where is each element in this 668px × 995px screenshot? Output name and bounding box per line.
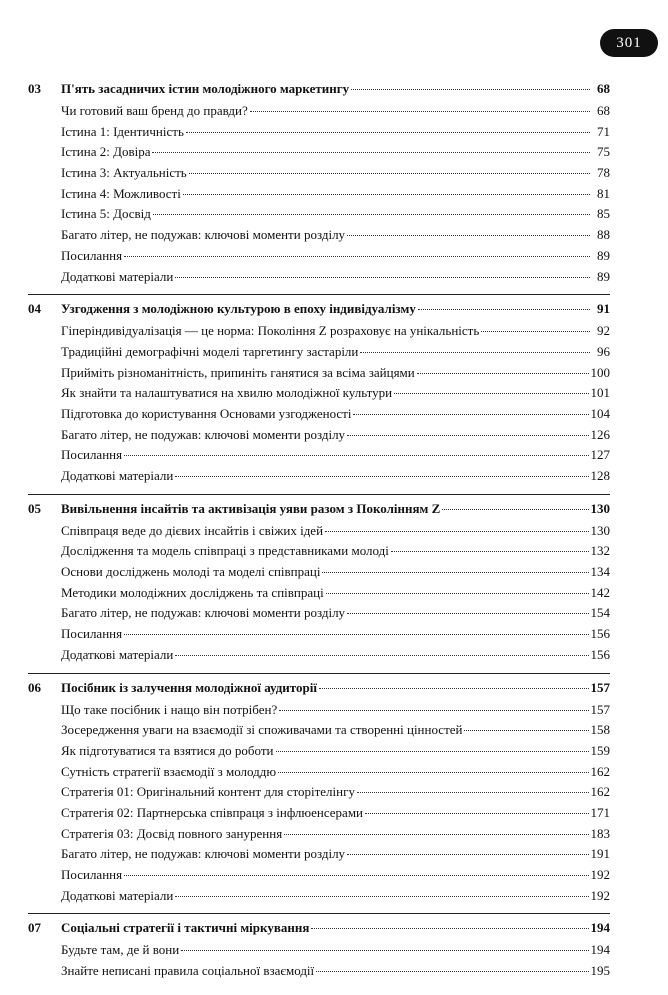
entry-title: Багато літер, не подужав: ключові моменти розділу bbox=[61, 227, 346, 243]
toc-entry[interactable] bbox=[28, 206, 610, 227]
entry-title: Сутність стратегії взаємодії з молоддю bbox=[61, 763, 277, 779]
dot-leader bbox=[278, 772, 588, 773]
dot-leader bbox=[418, 309, 590, 310]
toc-entry[interactable] bbox=[28, 523, 610, 544]
toc-entry[interactable] bbox=[28, 647, 610, 668]
chapter-page: 194 bbox=[590, 920, 610, 936]
dot-leader bbox=[365, 813, 588, 814]
dot-leader bbox=[189, 173, 590, 174]
entry-title: Традиційні демографічні моделі таргетингу застаріли bbox=[61, 343, 359, 359]
dot-leader bbox=[417, 373, 589, 374]
toc-entry[interactable] bbox=[28, 867, 610, 888]
entry-page: 158 bbox=[590, 722, 610, 738]
chapter-number: 07 bbox=[28, 920, 41, 936]
dot-leader bbox=[124, 875, 588, 876]
toc-entry[interactable] bbox=[28, 942, 610, 963]
entry-title: Як знайти та налаштуватися на хвилю молодіжної культури bbox=[61, 385, 393, 401]
toc-entry[interactable] bbox=[28, 543, 610, 564]
entry-page: 162 bbox=[590, 784, 610, 800]
dot-leader bbox=[347, 613, 588, 614]
entry-page: 81 bbox=[597, 185, 610, 201]
toc-entry[interactable] bbox=[28, 764, 610, 785]
entry-title: Багато літер, не подужав: ключові моменти розділу bbox=[61, 605, 346, 621]
entry-title: Прийміть різноманітність, припиніть ганятися за всіма зайцями bbox=[61, 364, 415, 380]
entry-page: 134 bbox=[590, 564, 610, 580]
entry-page: 171 bbox=[590, 804, 610, 820]
toc-entry[interactable] bbox=[28, 427, 610, 448]
toc-entry[interactable] bbox=[28, 702, 610, 723]
chapter-section bbox=[28, 81, 610, 295]
toc-entry[interactable] bbox=[28, 784, 610, 805]
chapter-number: 04 bbox=[28, 301, 41, 317]
chapter-section bbox=[28, 920, 610, 988]
dot-leader bbox=[311, 928, 588, 929]
entry-page: 126 bbox=[590, 426, 610, 442]
toc-entry[interactable] bbox=[28, 826, 610, 847]
chapter-title: Узгодження з молодіжною культурою в епоху індивідуалізму bbox=[61, 301, 416, 317]
entry-page: 162 bbox=[590, 763, 610, 779]
toc-entry[interactable] bbox=[28, 585, 610, 606]
entry-page: 89 bbox=[597, 247, 610, 263]
entry-title: Стратегія 01: Оригінальний контент для сторітелінгу bbox=[61, 784, 355, 800]
toc-entry[interactable] bbox=[28, 227, 610, 248]
entry-title: Гіперіндивідуалізація — це норма: Покоління Z розраховує на унікальність bbox=[61, 323, 480, 339]
dot-leader bbox=[464, 730, 588, 731]
dot-leader bbox=[124, 256, 590, 257]
entry-title: Багато літер, не подужав: ключові моменти розділу bbox=[61, 426, 346, 442]
dot-leader bbox=[175, 655, 588, 656]
entry-title: Додаткові матеріали bbox=[61, 268, 174, 284]
chapter-page: 68 bbox=[597, 81, 610, 96]
entry-title: Будьте там, де й вони bbox=[61, 942, 180, 958]
entry-page: 159 bbox=[590, 742, 610, 758]
toc-entry[interactable] bbox=[28, 846, 610, 867]
entry-title: Знайте неписані правила соціальної взаємодії bbox=[61, 963, 315, 979]
entry-title: Стратегія 02: Партнерська співпраця з інфлюенсерами bbox=[61, 804, 364, 820]
chapter-title: Вивільнення інсайтів та активізація уяви разом з Поколінням Z bbox=[61, 500, 441, 516]
entry-page: 101 bbox=[590, 385, 610, 401]
dot-leader bbox=[322, 572, 588, 573]
toc-entry[interactable] bbox=[28, 385, 610, 406]
toc-entry[interactable] bbox=[28, 963, 610, 984]
entry-page: 71 bbox=[597, 123, 610, 139]
dot-leader bbox=[353, 414, 588, 415]
page-number-badge: 301 bbox=[600, 29, 658, 57]
entry-page: 104 bbox=[590, 405, 610, 421]
dot-leader bbox=[347, 435, 588, 436]
entry-title: Як підготуватися та взятися до роботи bbox=[61, 742, 274, 758]
chapter-number: 06 bbox=[28, 679, 41, 695]
entry-title: Стратегія 03: Досвід повного занурення bbox=[61, 825, 283, 841]
chapter-number: 05 bbox=[28, 500, 41, 516]
toc-entry[interactable] bbox=[28, 344, 610, 365]
entry-page: 142 bbox=[590, 584, 610, 600]
entry-page: 96 bbox=[597, 343, 610, 359]
entry-title: Посилання bbox=[61, 247, 123, 263]
toc-entry[interactable] bbox=[28, 186, 610, 207]
toc-entry[interactable] bbox=[28, 144, 610, 165]
entry-title: Багато літер, не подужав: ключові моменти розділу bbox=[61, 846, 346, 862]
entry-title: Посилання bbox=[61, 626, 123, 642]
dot-leader bbox=[124, 634, 588, 635]
entry-page: 154 bbox=[590, 605, 610, 621]
dot-leader bbox=[442, 509, 588, 510]
chapter-heading[interactable] bbox=[28, 301, 610, 323]
toc-entry[interactable] bbox=[28, 248, 610, 269]
dot-leader bbox=[319, 688, 589, 689]
dot-leader bbox=[152, 152, 590, 153]
toc-entry[interactable] bbox=[28, 323, 610, 344]
entry-page: 127 bbox=[590, 447, 610, 463]
entry-title: Істина 1: Ідентичність bbox=[61, 123, 184, 139]
entry-page: 92 bbox=[597, 323, 610, 339]
entry-title: Додаткові матеріали bbox=[61, 887, 174, 903]
dot-leader bbox=[153, 214, 590, 215]
dot-leader bbox=[325, 531, 588, 532]
toc-entry[interactable] bbox=[28, 605, 610, 626]
entry-page: 191 bbox=[590, 846, 610, 862]
toc-entry[interactable] bbox=[28, 269, 610, 290]
entry-page: 156 bbox=[590, 646, 610, 662]
chapter-title: П'ять засадничих істин молодіжного маркетингу bbox=[61, 81, 350, 96]
dot-leader bbox=[391, 551, 589, 552]
toc-entry[interactable] bbox=[28, 406, 610, 427]
entry-title: Істина 5: Досвід bbox=[61, 206, 151, 222]
chapter-number: 03 bbox=[28, 81, 41, 96]
entry-title: Зосередження уваги на взаємодії зі споживачами та створенні цінностей bbox=[61, 722, 463, 738]
chapter-heading[interactable] bbox=[28, 680, 610, 702]
entry-title: Посилання bbox=[61, 447, 123, 463]
entry-title: Підготовка до користування Основами узгодженості bbox=[61, 405, 352, 421]
table-of-contents bbox=[28, 81, 610, 995]
chapter-title: Посібник із залучення молодіжної аудиторії bbox=[61, 679, 317, 695]
entry-page: 156 bbox=[590, 626, 610, 642]
dot-leader bbox=[181, 950, 588, 951]
chapter-page: 130 bbox=[590, 500, 610, 516]
dot-leader bbox=[175, 476, 588, 477]
entry-page: 195 bbox=[590, 963, 610, 979]
dot-leader bbox=[279, 710, 588, 711]
dot-leader bbox=[183, 194, 590, 195]
entry-page: 132 bbox=[590, 543, 610, 559]
toc-entry[interactable] bbox=[28, 722, 610, 743]
entry-page: 157 bbox=[590, 701, 610, 717]
toc-entry[interactable] bbox=[28, 564, 610, 585]
entry-page: 89 bbox=[597, 268, 610, 284]
entry-title: Основи досліджень молоді та моделі співпраці bbox=[61, 564, 321, 580]
entry-title: Істина 3: Актуальність bbox=[61, 165, 187, 181]
chapter-section bbox=[28, 301, 610, 495]
toc-entry[interactable] bbox=[28, 447, 610, 468]
dot-leader bbox=[175, 277, 590, 278]
entry-page: 85 bbox=[597, 206, 610, 222]
dot-leader bbox=[351, 89, 590, 90]
dot-leader bbox=[394, 393, 588, 394]
dot-leader bbox=[357, 792, 589, 793]
entry-title: Додаткові матеріали bbox=[61, 646, 174, 662]
dot-leader bbox=[360, 352, 590, 353]
toc-entry[interactable] bbox=[28, 103, 610, 124]
entry-title: Що таке посібник і нащо він потрібен? bbox=[61, 701, 278, 717]
toc-entry[interactable] bbox=[28, 626, 610, 647]
chapter-page: 91 bbox=[597, 301, 610, 317]
dot-leader bbox=[347, 235, 590, 236]
chapter-heading[interactable] bbox=[28, 501, 610, 523]
dot-leader bbox=[186, 132, 590, 133]
toc-entry[interactable] bbox=[28, 165, 610, 186]
chapter-heading[interactable] bbox=[28, 920, 610, 942]
toc-entry[interactable] bbox=[28, 743, 610, 764]
entry-title: Дослідження та модель співпраці з представниками молоді bbox=[61, 543, 389, 559]
entry-page: 183 bbox=[590, 825, 610, 841]
entry-title: Додаткові матеріали bbox=[61, 468, 174, 483]
entry-page: 192 bbox=[590, 887, 610, 903]
entry-title: Істина 4: Можливості bbox=[61, 185, 181, 201]
entry-title: Співпраця веде до дієвих інсайтів і свіжих ідей bbox=[61, 522, 324, 538]
dot-leader bbox=[316, 971, 588, 972]
chapter-heading[interactable] bbox=[28, 81, 610, 103]
dot-leader bbox=[326, 593, 589, 594]
entry-title: Чи готовий ваш бренд до правди? bbox=[61, 103, 248, 118]
toc-entry[interactable] bbox=[28, 365, 610, 386]
entry-page: 194 bbox=[590, 942, 610, 958]
entry-title: Методики молодіжних досліджень та співпраці bbox=[61, 584, 324, 600]
entry-page: 68 bbox=[597, 103, 610, 118]
dot-leader bbox=[284, 834, 588, 835]
entry-page: 88 bbox=[597, 227, 610, 243]
dot-leader bbox=[250, 111, 590, 112]
chapter-title: Соціальні стратегії і тактичні міркування bbox=[61, 920, 310, 936]
chapter-page: 157 bbox=[590, 679, 610, 695]
entry-page: 128 bbox=[590, 468, 610, 483]
dot-leader bbox=[124, 455, 588, 456]
toc-entry[interactable] bbox=[28, 805, 610, 826]
toc-entry[interactable] bbox=[28, 888, 610, 909]
chapter-section bbox=[28, 501, 610, 674]
dot-leader bbox=[481, 331, 590, 332]
entry-title: Посилання bbox=[61, 867, 123, 882]
entry-page: 192 bbox=[590, 867, 610, 882]
dot-leader bbox=[347, 854, 588, 855]
dot-leader bbox=[276, 751, 589, 752]
chapter-section bbox=[28, 680, 610, 915]
toc-entry[interactable] bbox=[28, 468, 610, 489]
toc-entry[interactable] bbox=[28, 124, 610, 145]
dot-leader bbox=[175, 896, 588, 897]
entry-page: 130 bbox=[590, 522, 610, 538]
entry-page: 100 bbox=[590, 364, 610, 380]
entry-page: 75 bbox=[597, 144, 610, 160]
entry-title: Істина 2: Довіра bbox=[61, 144, 151, 160]
entry-page: 78 bbox=[597, 165, 610, 181]
